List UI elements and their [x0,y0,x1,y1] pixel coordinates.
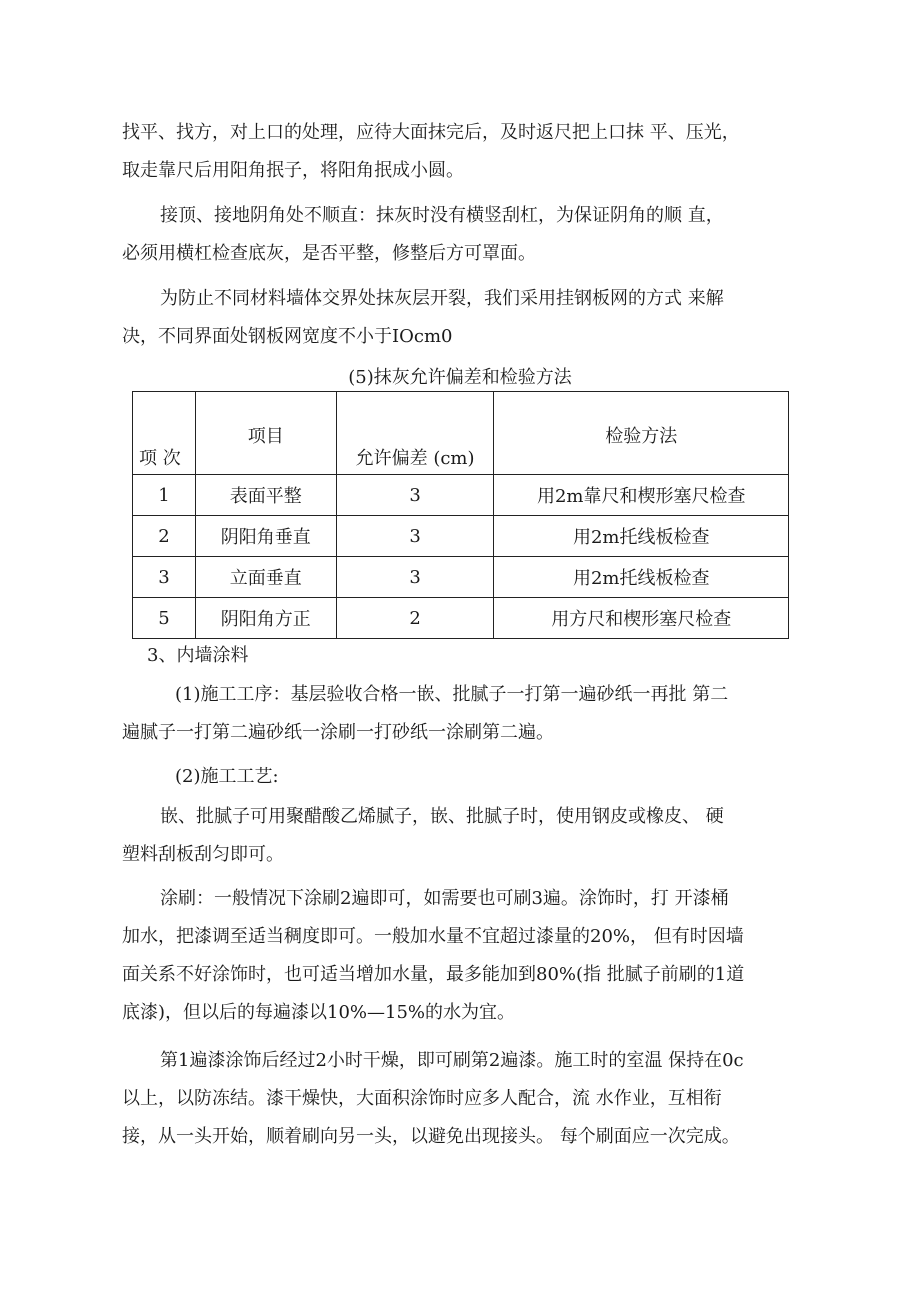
header-cell-item: 项目 [195,392,336,475]
text-line: 嵌、批腻子可用聚醋酸乙烯腻子，嵌、批腻子时，使用钢皮或橡皮、 硬 [160,806,724,827]
text-line: 底漆)，但以后的每遍漆以10%—15%的水为宜。 [122,1002,516,1023]
text-line: 涂刷：一般情况下涂刷2遍即可，如需要也可刷3遍。涂饰时，打 开漆桶 [160,888,729,909]
text-line: 塑料刮板刮匀即可。 [122,844,284,865]
text-line: 决，不同界面处钢板网宽度不小于IOcm0 [122,326,453,347]
text-line: 接，从一头开始，顺着刷向另一头，以避免出现接头。 每个刷面应一次完成。 [122,1126,740,1147]
table-header-row [133,392,789,475]
cell-index: 3 [133,557,196,598]
header-cell-method: 检验方法 [494,392,789,475]
cell-index: 1 [133,475,196,516]
text-line: 必须用横杠检查底灰，是否平整，修整后方可罩面。 [122,243,536,264]
table-caption: (5)抹灰允许偏差和检验方法 [348,367,572,388]
text-line: (2)施工工艺: [175,766,279,787]
table-row [133,516,789,557]
table-row [133,598,789,639]
cell-index: 2 [133,516,196,557]
header-cell-index: 项 次 [133,392,196,475]
tolerance-table [132,391,789,639]
text-line: 取走靠尺后用阳角抿子，将阳角抿成小圆。 [122,160,464,181]
cell-index: 5 [133,598,196,639]
text-line: 第1遍漆涂饰后经过2小时干燥，即可刷第2遍漆。施工时的室温 保持在0c [160,1050,744,1071]
cell-tolerance: 2 [336,598,494,639]
cell-item: 表面平整 [195,475,336,516]
cell-tolerance: 3 [336,475,494,516]
text-line: 面关系不好涂饰时，也可适当增加水量，最多能加到80%(指 批腻子前刷的1道 [122,964,745,985]
section-heading: 3、内墙涂料 [147,645,249,666]
text-line: (1)施工工序：基层验收合格一嵌、批腻子一打第一遍砂纸一再批 第二 [175,684,729,705]
cell-method: 用2m靠尺和楔形塞尺检查 [494,475,789,516]
text-line: 为防止不同材料墙体交界处抹灰层开裂，我们采用挂钢板网的方式 来解 [160,288,724,309]
text-line: 接顶、接地阴角处不顺直：抹灰时没有横竖刮杠，为保证阴角的顺 直， [160,205,724,226]
text-line: 遍腻子一打第二遍砂纸一涂刷一打砂纸一涂刷第二遍。 [122,722,554,743]
text-line: 找平、找方，对上口的处理，应待大面抹完后，及时返尺把上口抹 平、压光， [122,122,740,143]
cell-method: 用2m托线板检查 [494,557,789,598]
header-cell-tolerance: 允许偏差 (cm) [336,392,494,475]
cell-tolerance: 3 [336,557,494,598]
cell-item: 立面垂直 [195,557,336,598]
table-row [133,557,789,598]
text-line: 加水，把漆调至适当稠度即可。一般加水量不宜超过漆量的20%， 但有时因墙 [122,926,744,947]
cell-method: 用方尺和楔形塞尺检查 [494,598,789,639]
text-line: 以上，以防冻结。漆干燥快，大面积涂饰时应多人配合，流 水作业，互相衔 [122,1088,722,1109]
cell-item: 阴阳角垂直 [195,516,336,557]
table-row [133,475,789,516]
cell-tolerance: 3 [336,516,494,557]
cell-method: 用2m托线板检查 [494,516,789,557]
cell-item: 阴阳角方正 [195,598,336,639]
